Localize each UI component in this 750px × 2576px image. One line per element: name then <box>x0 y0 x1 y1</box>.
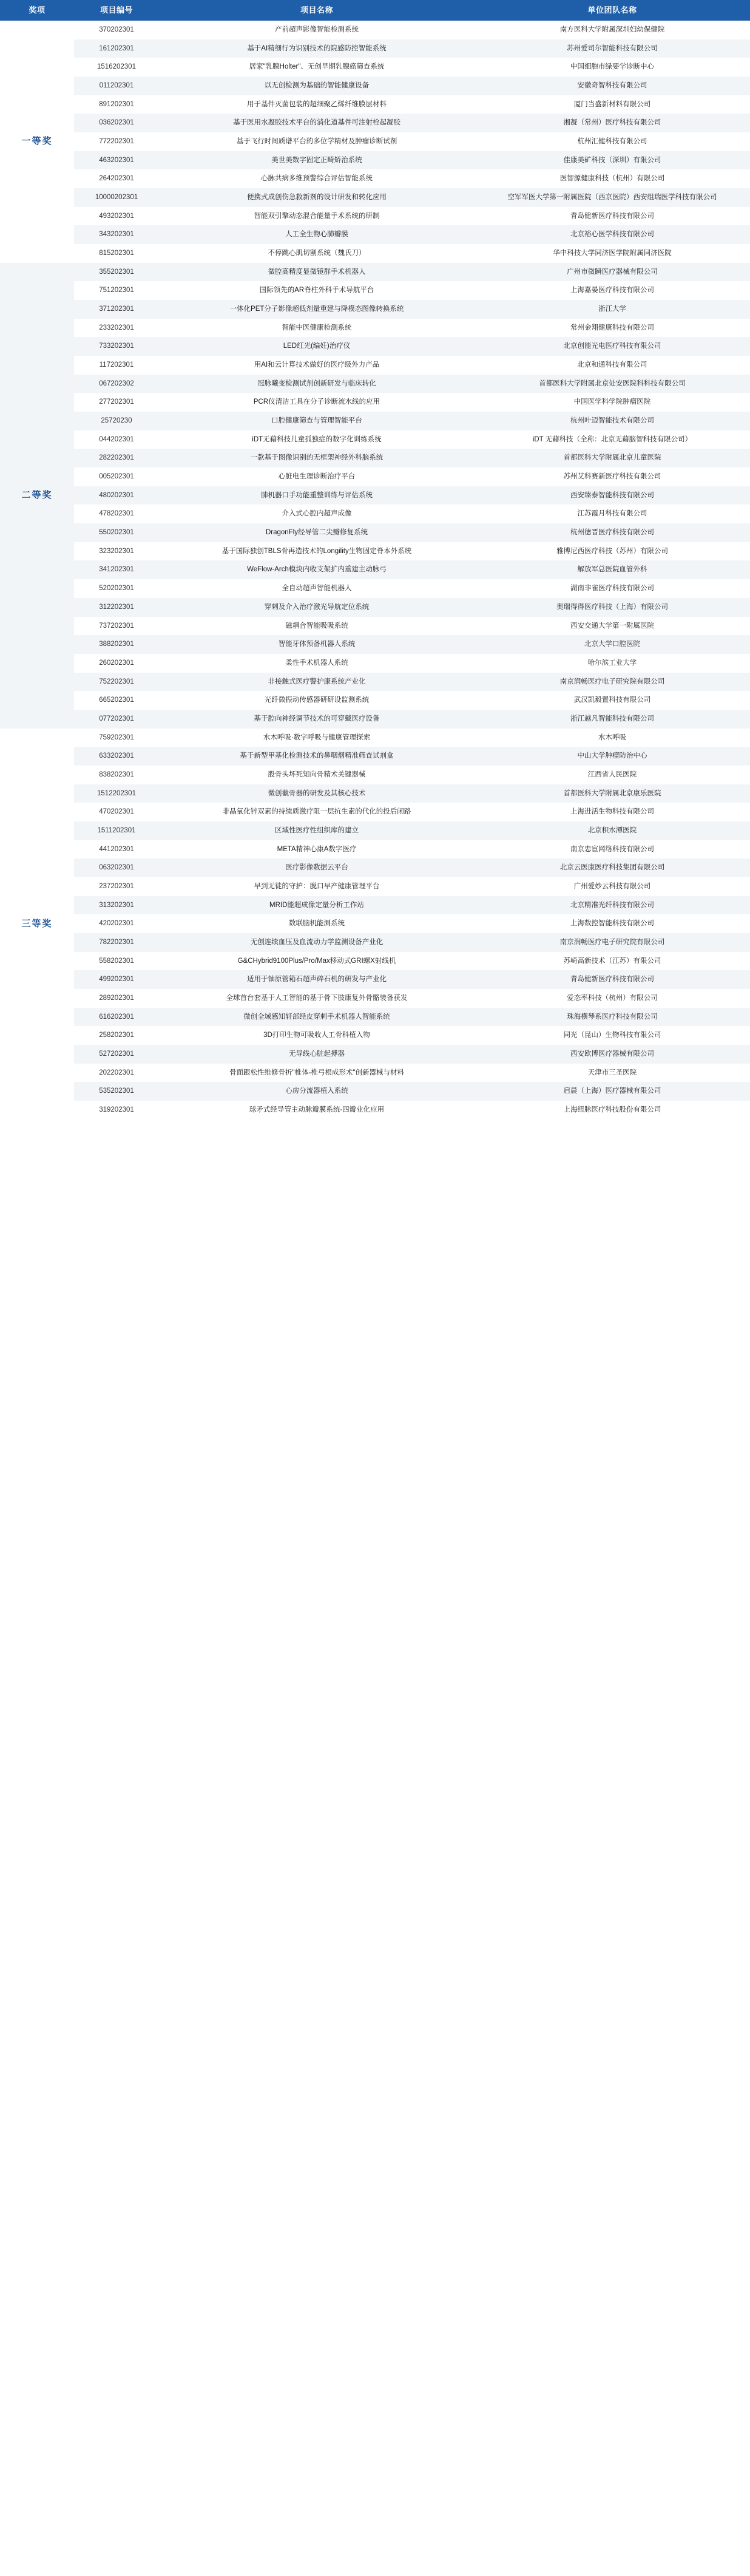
project-name-cell: 基于医用水凝胶技术平台的消化道基件可注射栓起凝胶 <box>159 114 475 132</box>
table-row <box>0 430 750 449</box>
organization-cell: 湖南非雀医疗科技有限公司 <box>475 579 750 598</box>
project-name-cell: 用AI和云计算技术做好的医疗级外力产品 <box>159 356 475 375</box>
table-row <box>0 486 750 505</box>
project-code-cell: 319202301 <box>74 1101 159 1120</box>
project-name-cell: 居家"乳腺Holter"、无创早期乳腺癌筛查系统 <box>159 58 475 76</box>
table-row <box>0 1008 750 1027</box>
organization-cell: 西安欧博医疗器械有限公司 <box>475 1045 750 1064</box>
project-code-cell: 117202301 <box>74 356 159 375</box>
project-code-cell: 371202301 <box>74 300 159 319</box>
table-row <box>0 188 750 207</box>
organization-cell: 厦门当盛新材料有限公司 <box>475 95 750 114</box>
awards-table-container <box>0 0 750 1120</box>
project-name-cell: 适用于铀原管箱石超声碎石机的研发与产业化 <box>159 970 475 989</box>
organization-cell: 北京创能光电医疗科技有限公司 <box>475 337 750 356</box>
table-row <box>0 393 750 412</box>
project-name-cell: 介入式心腔内超声成像 <box>159 505 475 523</box>
table-row <box>0 691 750 710</box>
column-header-award: 奖项 <box>0 0 74 21</box>
table-row <box>0 821 750 840</box>
column-header-code: 项目编号 <box>74 0 159 21</box>
project-name-cell: 无创连续血压及血流动力学监测设备产业化 <box>159 933 475 952</box>
project-code-cell: 480202301 <box>74 486 159 505</box>
project-code-cell: 161202301 <box>74 39 159 58</box>
table-header <box>0 0 750 21</box>
project-code-cell: 463202301 <box>74 151 159 170</box>
table-row <box>0 1101 750 1120</box>
project-code-cell: 044202301 <box>74 430 159 449</box>
project-name-cell: PCR仪清洁工具在分子诊断流水线的应用 <box>159 393 475 412</box>
project-code-cell: 535202301 <box>74 1082 159 1101</box>
project-name-cell: 肺机器口手功能重整训练与评估系统 <box>159 486 475 505</box>
table-row <box>0 710 750 729</box>
project-name-cell: 全球首台套基于人工智能的基于骨下肢康复外骨骼装备获发 <box>159 989 475 1008</box>
project-name-cell: 以无创检测为基础的智能健康设备 <box>159 76 475 95</box>
project-code-cell: 752202301 <box>74 673 159 692</box>
organization-cell: 南京润畅医疗电子研究院有限公司 <box>475 673 750 692</box>
organization-cell: 杭州德晋医疗科技有限公司 <box>475 523 750 542</box>
project-name-cell: 光纤微振动传感器研研设监测系统 <box>159 691 475 710</box>
organization-cell: 奥瑞得得医疗科技（上海）有限公司 <box>475 598 750 617</box>
table-row <box>0 654 750 673</box>
project-code-cell: 470202301 <box>74 803 159 821</box>
table-row <box>0 766 750 784</box>
table-row <box>0 76 750 95</box>
table-row <box>0 95 750 114</box>
table-row <box>0 300 750 319</box>
project-name-cell: 基于AI精细行为识别技术的院感防控智能系统 <box>159 39 475 58</box>
organization-cell: 中国细胞市绿要学诊断中心 <box>475 58 750 76</box>
project-code-cell: 233202301 <box>74 319 159 338</box>
project-code-cell: 1511202301 <box>74 821 159 840</box>
organization-cell: 西安交通大学第一附属医院 <box>475 617 750 636</box>
organization-cell: 医智源健康科技（杭州）有限公司 <box>475 169 750 188</box>
table-row <box>0 505 750 523</box>
project-name-cell: LED红光(编妊)治疗仪 <box>159 337 475 356</box>
organization-cell: 中国医学科学院肿瘤医院 <box>475 393 750 412</box>
project-name-cell: 无导线心脏起搏器 <box>159 1045 475 1064</box>
award-grade-cell: 三等奖 <box>0 729 74 1120</box>
project-name-cell: 微创全域感知轩部经皮穿刺手术机器人智能系统 <box>159 1008 475 1027</box>
project-code-cell: 063202301 <box>74 858 159 877</box>
table-row <box>0 319 750 338</box>
project-code-cell: 264202301 <box>74 169 159 188</box>
organization-cell: 首都医科大学附属北京康乐医院 <box>475 784 750 803</box>
project-name-cell: 智能中医健康检测系统 <box>159 319 475 338</box>
table-row <box>0 132 750 151</box>
table-row <box>0 747 750 766</box>
organization-cell: 北京积水潭医院 <box>475 821 750 840</box>
project-name-cell: 不停跳心肌切割系统（魏氏刀） <box>159 244 475 263</box>
table-row <box>0 21 750 39</box>
project-code-cell: 313202301 <box>74 896 159 915</box>
project-code-cell: 277202301 <box>74 393 159 412</box>
organization-cell: 青岛健新医疗科技有限公司 <box>475 970 750 989</box>
table-row <box>0 896 750 915</box>
project-code-cell: 341202301 <box>74 560 159 579</box>
table-row <box>0 375 750 393</box>
project-code-cell: 355202301 <box>74 263 159 282</box>
project-name-cell: 穿刺及介入治疗激光导航定位系统 <box>159 598 475 617</box>
project-name-cell: MRID能超成像定量分析工作站 <box>159 896 475 915</box>
table-header-row <box>0 0 750 21</box>
project-name-cell: 基于飞行时间质谱平台的多位学精材及肿瘤诊断试剂 <box>159 132 475 151</box>
project-code-cell: 520202301 <box>74 579 159 598</box>
organization-cell: 西安臻泰智能科技有限公司 <box>475 486 750 505</box>
table-row <box>0 114 750 132</box>
project-name-cell: 产前超声影像智能检测系统 <box>159 21 475 39</box>
table-row <box>0 207 750 226</box>
organization-cell: 北京云医康医疗科技集团有限公司 <box>475 858 750 877</box>
organization-cell: 佳康美矿科技（深圳）有限公司 <box>475 151 750 170</box>
table-row <box>0 858 750 877</box>
project-code-cell: 633202301 <box>74 747 159 766</box>
organization-cell: 南京润畅医疗电子研究院有限公司 <box>475 933 750 952</box>
table-row <box>0 933 750 952</box>
project-name-cell: 非接触式医疗警护康系统产业化 <box>159 673 475 692</box>
project-code-cell: 815202301 <box>74 244 159 263</box>
project-name-cell: 美世美数字固定正畸矫治系统 <box>159 151 475 170</box>
project-code-cell: 036202301 <box>74 114 159 132</box>
organization-cell: 北京裕心医学科技有限公司 <box>475 225 750 244</box>
table-row <box>0 784 750 803</box>
project-name-cell: 人工全生物心肺瓣膜 <box>159 225 475 244</box>
project-code-cell: 665202301 <box>74 691 159 710</box>
organization-cell: 南方医科大学附属深圳妇幼保健院 <box>475 21 750 39</box>
table-row <box>0 467 750 486</box>
project-code-cell: 282202301 <box>74 449 159 467</box>
project-code-cell: 420202301 <box>74 914 159 933</box>
organization-cell: 水木呼吸 <box>475 729 750 747</box>
project-code-cell: 343202301 <box>74 225 159 244</box>
organization-cell: 杭州汇健科技有限公司 <box>475 132 750 151</box>
project-name-cell: 国际领先的AR脊柱外科手术导航平台 <box>159 281 475 300</box>
table-row <box>0 989 750 1008</box>
project-name-cell: 用于基件灭菌包装的超细聚乙烯纤维膜层材料 <box>159 95 475 114</box>
project-code-cell: 289202301 <box>74 989 159 1008</box>
project-name-cell: iDT无藉科技儿童孤独症的数字化训练系统 <box>159 430 475 449</box>
project-code-cell: 499202301 <box>74 970 159 989</box>
table-row <box>0 412 750 430</box>
project-code-cell: 891202301 <box>74 95 159 114</box>
table-row <box>0 617 750 636</box>
project-code-cell: 441202301 <box>74 840 159 859</box>
organization-cell: 首都医科大学附属北京处安医院科科技有限公司 <box>475 375 750 393</box>
table-row <box>0 523 750 542</box>
project-name-cell: 微腔高精度显微镜群手术机器人 <box>159 263 475 282</box>
table-row <box>0 263 750 282</box>
project-name-cell: 医疗影像数据云平台 <box>159 858 475 877</box>
organization-cell: iDT 无藉科技（全称：北京无藉脑智科技有限公司） <box>475 430 750 449</box>
table-row <box>0 1045 750 1064</box>
project-code-cell: 237202301 <box>74 877 159 896</box>
organization-cell: 浙江越凡智能科技有限公司 <box>475 710 750 729</box>
organization-cell: 广州爱妙云科技有限公司 <box>475 877 750 896</box>
organization-cell: 上海嘉晏医疗科技有限公司 <box>475 281 750 300</box>
project-name-cell: 心脉共病多维预警综合评估智能系统 <box>159 169 475 188</box>
table-row <box>0 449 750 467</box>
organization-cell: 杭州叶迈智能技术有限公司 <box>475 412 750 430</box>
organization-cell: 青岛健新医疗科技有限公司 <box>475 207 750 226</box>
project-name-cell: 柔性手术机器人系统 <box>159 654 475 673</box>
organization-cell: 常州金翔健康科技有限公司 <box>475 319 750 338</box>
organization-cell: 中山大学肿瘤防治中心 <box>475 747 750 766</box>
table-row <box>0 579 750 598</box>
project-name-cell: 骨面跟松性维修骨折"椎体-椎弓根成形术"创新器械与材料 <box>159 1064 475 1082</box>
project-name-cell: 基于腔向神经调节技术的可穿戴医疗设备 <box>159 710 475 729</box>
organization-cell: 浙江大学 <box>475 300 750 319</box>
project-code-cell: 067202302 <box>74 375 159 393</box>
organization-cell: 首都医科大学附属北京儿童医院 <box>475 449 750 467</box>
column-header-org: 单位团队名称 <box>475 0 750 21</box>
organization-cell: 空军军医大学第一附属医院（西京医院）西安组瑞医学科技有限公司 <box>475 188 750 207</box>
project-name-cell: 冠脉曦变检测试剂创新研发与临床转化 <box>159 375 475 393</box>
project-name-cell: 股骨头坏死知向骨精术关键器械 <box>159 766 475 784</box>
table-row <box>0 560 750 579</box>
project-code-cell: 258202301 <box>74 1026 159 1045</box>
project-code-cell: 527202301 <box>74 1045 159 1064</box>
organization-cell: 广州市微瞬医疗器械有限公司 <box>475 263 750 282</box>
project-code-cell: 1512202301 <box>74 784 159 803</box>
project-code-cell: 737202301 <box>74 617 159 636</box>
project-name-cell: 智能牙体预备机器人系统 <box>159 635 475 654</box>
project-code-cell: 323202301 <box>74 542 159 561</box>
organization-cell: 华中科技大学同济医学院附属同济医院 <box>475 244 750 263</box>
project-name-cell: 一体化PET分子影像超低剂量重建与降模态图像转换系统 <box>159 300 475 319</box>
table-row <box>0 1026 750 1045</box>
award-grade-cell: 二等奖 <box>0 263 74 729</box>
project-name-cell: 全自动超声智能机器人 <box>159 579 475 598</box>
table-row <box>0 281 750 300</box>
project-code-cell: 558202301 <box>74 952 159 971</box>
project-code-cell: 202202301 <box>74 1064 159 1082</box>
organization-cell: 北京大学口腔医院 <box>475 635 750 654</box>
project-name-cell: 数联脑机能测系统 <box>159 914 475 933</box>
organization-cell: 江西省人民医院 <box>475 766 750 784</box>
project-code-cell: 370202301 <box>74 21 159 39</box>
project-code-cell: 733202301 <box>74 337 159 356</box>
project-code-cell: 260202301 <box>74 654 159 673</box>
organization-cell: 北京和通科技有限公司 <box>475 356 750 375</box>
project-name-cell: 便携式成创伤急救新剂的设计研发和转化应用 <box>159 188 475 207</box>
project-name-cell: 球矛式经导管主动脉瓣膜系统-四瓣业化应用 <box>159 1101 475 1120</box>
table-row <box>0 58 750 76</box>
project-name-cell: WeFlow-Arch模块内收支架扩内重建主动脉弓 <box>159 560 475 579</box>
organization-cell: 苏州爱司尔智能科技有限公司 <box>475 39 750 58</box>
organization-cell: 雅博尼西医疗科技（苏州）有限公司 <box>475 542 750 561</box>
project-name-cell: 口腔健康筛查与管理智能平台 <box>159 412 475 430</box>
table-row <box>0 598 750 617</box>
organization-cell: 天津市三圣医院 <box>475 1064 750 1082</box>
project-code-cell: 077202301 <box>74 710 159 729</box>
project-name-cell: 区域性医疗性组织库的建立 <box>159 821 475 840</box>
table-row <box>0 169 750 188</box>
project-code-cell: 759202301 <box>74 729 159 747</box>
project-code-cell: 1516202301 <box>74 58 159 76</box>
table-row <box>0 877 750 896</box>
table-body <box>0 21 750 1120</box>
project-name-cell: 水木呼吸·数字呼吸与健康管理探索 <box>159 729 475 747</box>
table-row <box>0 356 750 375</box>
organization-cell: 解放军总医院血管外科 <box>475 560 750 579</box>
column-header-name: 项目名称 <box>159 0 475 21</box>
project-code-cell: 751202301 <box>74 281 159 300</box>
project-code-cell: 312202301 <box>74 598 159 617</box>
table-row <box>0 225 750 244</box>
project-name-cell: META精神心康A数字医疗 <box>159 840 475 859</box>
table-row <box>0 673 750 692</box>
award-grade-cell: 一等奖 <box>0 21 74 263</box>
project-name-cell: 基于国际独创TBLS骨再造技术的Longility生物固定脊本外系统 <box>159 542 475 561</box>
project-name-cell: 3D打印生物可吸收人工骨科植入物 <box>159 1026 475 1045</box>
project-name-cell: 心房分流器植入系统 <box>159 1082 475 1101</box>
project-name-cell: DragonFly经导管二尖瓣修复系统 <box>159 523 475 542</box>
project-name-cell: 一款基于图像识别的无框架神经外科脑系统 <box>159 449 475 467</box>
project-code-cell: 493202301 <box>74 207 159 226</box>
project-code-cell: 005202301 <box>74 467 159 486</box>
organization-cell: 北京精准光纤科技有限公司 <box>475 896 750 915</box>
organization-cell: 启晨（上海）医疗器械有限公司 <box>475 1082 750 1101</box>
table-row <box>0 970 750 989</box>
organization-cell: 安徽奇智科技有限公司 <box>475 76 750 95</box>
table-row <box>0 635 750 654</box>
project-code-cell: 616202301 <box>74 1008 159 1027</box>
project-code-cell: 478202301 <box>74 505 159 523</box>
table-row <box>0 337 750 356</box>
table-row <box>0 542 750 561</box>
table-row <box>0 39 750 58</box>
project-name-cell: 微创截骨器的研发及其核心技术 <box>159 784 475 803</box>
project-code-cell: 772202301 <box>74 132 159 151</box>
awards-table <box>0 0 750 1120</box>
organization-cell: 上海进活生物科技有限公司 <box>475 803 750 821</box>
organization-cell: 哈尔滨工业大学 <box>475 654 750 673</box>
table-row <box>0 244 750 263</box>
organization-cell: 上海数控智能科技有限公司 <box>475 914 750 933</box>
organization-cell: 湘凝（常州）医疗科技有限公司 <box>475 114 750 132</box>
table-row <box>0 803 750 821</box>
organization-cell: 上海纽脉医疗科技股份有限公司 <box>475 1101 750 1120</box>
organization-cell: 南京忠宦网络科技有限公司 <box>475 840 750 859</box>
project-name-cell: 非晶氧化锌双素的持续质激疗阻一层抗生素的代化的投后闭路 <box>159 803 475 821</box>
project-code-cell: 011202301 <box>74 76 159 95</box>
table-row <box>0 1064 750 1082</box>
organization-cell: 苏州艾科赛新医疗科技有限公司 <box>475 467 750 486</box>
project-code-cell: 388202301 <box>74 635 159 654</box>
project-name-cell: 磁耦合智能吸吸系统 <box>159 617 475 636</box>
project-name-cell: 早到无徒的守护：脱口早产健康管理平台 <box>159 877 475 896</box>
organization-cell: 珠海横琴系医疗科技有限公司 <box>475 1008 750 1027</box>
project-code-cell: 10000202301 <box>74 188 159 207</box>
table-row <box>0 914 750 933</box>
project-name-cell: 智能双引擎动态混合能量手术系统的研制 <box>159 207 475 226</box>
organization-cell: 爱态率科技（杭州）有限公司 <box>475 989 750 1008</box>
organization-cell: 江苏霞月科技有限公司 <box>475 505 750 523</box>
project-code-cell: 25720230 <box>74 412 159 430</box>
project-name-cell: G&CHybrid9100Plus/Pro/Max移动式GRI螺X射线机 <box>159 952 475 971</box>
table-row <box>0 952 750 971</box>
organization-cell: 同光（昆山）生物科技有限公司 <box>475 1026 750 1045</box>
project-code-cell: 550202301 <box>74 523 159 542</box>
table-row <box>0 1082 750 1101</box>
project-name-cell: 心脏电生理诊断治疗平台 <box>159 467 475 486</box>
table-row <box>0 729 750 747</box>
project-code-cell: 782202301 <box>74 933 159 952</box>
organization-cell: 武汉凯毅置科技有限公司 <box>475 691 750 710</box>
table-row <box>0 151 750 170</box>
project-code-cell: 838202301 <box>74 766 159 784</box>
project-name-cell: 基于新型甲基化检测技术的鼻咽烟精准筛查试剂盒 <box>159 747 475 766</box>
table-row <box>0 840 750 859</box>
organization-cell: 苏崎高新技术（江苏）有限公司 <box>475 952 750 971</box>
